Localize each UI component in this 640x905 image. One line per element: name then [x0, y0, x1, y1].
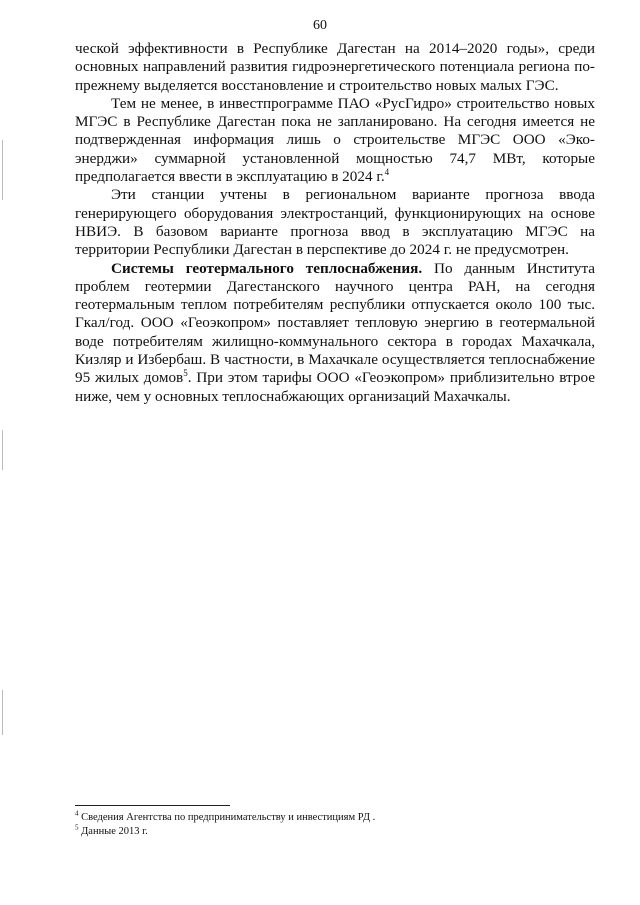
page-number: 60 — [313, 18, 327, 33]
footnote-5 — [75, 825, 595, 839]
body-text — [75, 40, 595, 406]
footnote-ref-4: 4 — [384, 167, 390, 178]
footnote-marker-4: 4 — [75, 809, 79, 818]
section-heading-geothermal: Системы геотермального теплоснабжения. — [111, 259, 423, 277]
paragraph-1: ческой эффективности в Республике Дагестан на 2014–2020 годы», среди основных направлений развития гидроэнергетического потенциала региона по-прежнему выделяется восстановление и строительство новых малых ГЭС. — [75, 40, 595, 94]
scan-edge-mark — [2, 430, 3, 470]
paragraph-2 — [75, 95, 595, 186]
scan-edge-mark — [2, 690, 3, 735]
paragraph-4 — [75, 260, 595, 406]
footnote-marker-5: 5 — [75, 823, 79, 832]
footnote-ref-5: 5 — [183, 368, 188, 379]
scan-edge-mark — [2, 140, 3, 200]
footnote-5-text: Данные 2013 г. — [78, 826, 148, 837]
footnotes — [75, 811, 595, 839]
footnote-4-text: Сведения Агентства по предпринимательству и инвестициям РД . — [78, 812, 376, 823]
paragraph-4-text: По данным Института проблем геотермии Дагестанского научного центра РАН, на сегодня геотермальным теплом потребителям республики отпускается около 100 тыс. Гкал/год. ООО «Геоэкопром» поставляет тепловую энергию в геотермальной воде потребителям жилищно-коммунального сектора в городах Махачкала, Кизляр и Избербаш. В частности, в Махачкале осуществляется теплоснабжение 95 жилых домов — [75, 259, 596, 387]
paragraph-4-tail: . При этом тарифы ООО «Геоэкопром» приблизительно втрое ниже, чем у основных теплоснабжающих организаций Махачкалы. — [75, 369, 595, 405]
paragraph-3: Эти станции учтены в региональном варианте прогноза ввода генерирующего оборудования электростанций, функционирующих на основе НВИЭ. В базовом варианте прогноза ввод в эксплуатацию МГЭС на территории Республики Дагестан в перспективе до 2024 г. не предусмотрен. — [75, 186, 595, 259]
footnote-separator — [75, 805, 230, 806]
footnote-4 — [75, 811, 595, 825]
paragraph-2-text: Тем не менее, в инвестпрограмме ПАО «РусГидро» строительство новых МГЭС в Республике Дагестан пока не запланировано. На сегодня имеется не подтвержденная информация лишь о строительстве МГЭС ООО «Эко-энерджи» суммарной установленной мощностью 74,7 МВт, которые предполагается ввести в эксплуатацию в 2024 г. — [75, 94, 595, 186]
